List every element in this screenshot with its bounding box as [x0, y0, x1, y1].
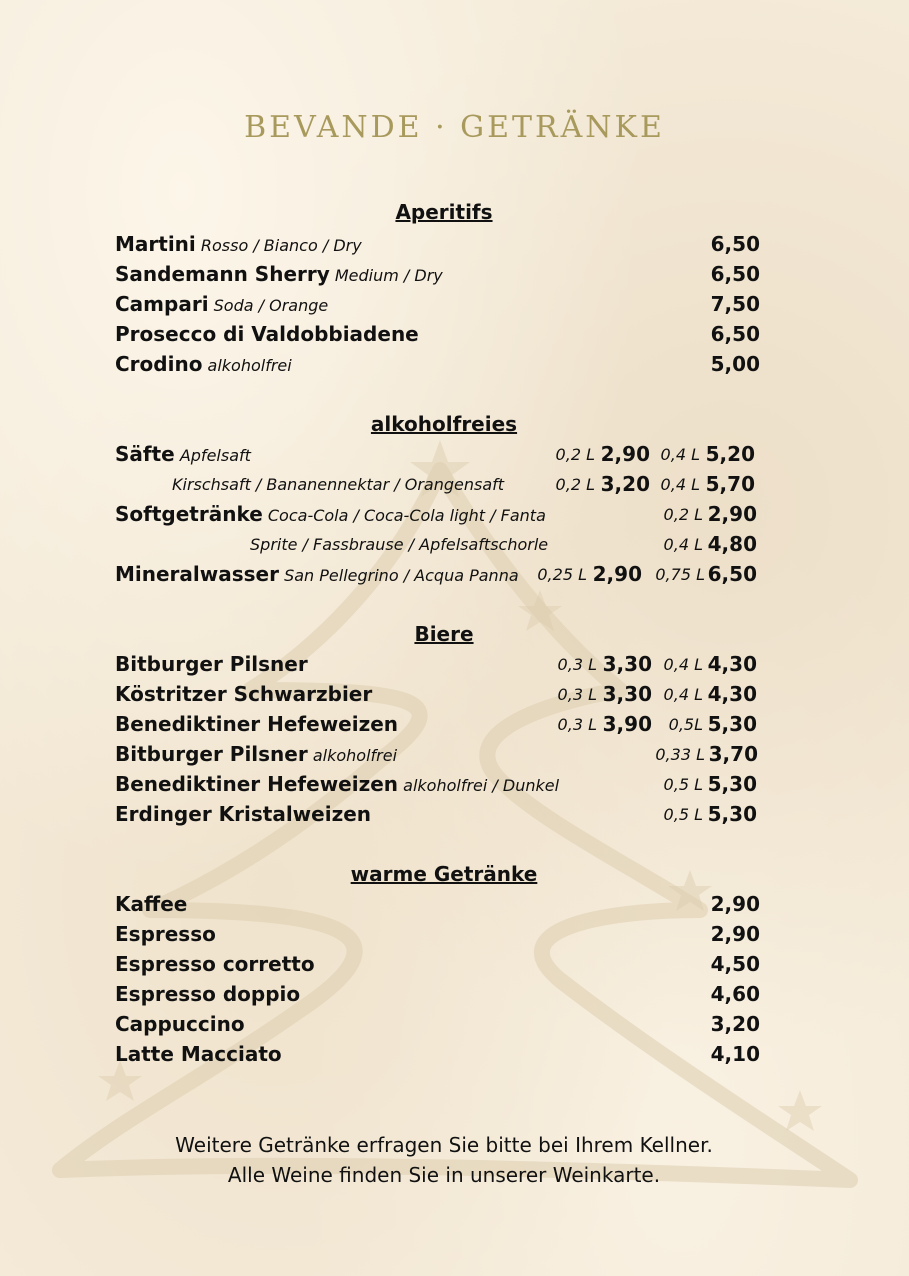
- item-name: Prosecco di Valdobbiadene: [115, 322, 419, 346]
- item-name: Mineralwasser: [115, 562, 279, 586]
- item-name: Benediktiner Hefeweizen: [115, 712, 399, 736]
- item-price: 2,90: [707, 502, 757, 526]
- menu-item: [115, 772, 760, 802]
- item-price: 5,30: [707, 802, 757, 826]
- item-price: 2,90: [600, 442, 650, 466]
- item-price: 3,70: [708, 742, 758, 766]
- item-size: 0,5L: [668, 715, 703, 734]
- menu-item: [115, 502, 760, 532]
- item-name: Martini: [115, 232, 196, 256]
- item-price: 2,90: [592, 562, 642, 586]
- item-size: 0,4 L: [663, 655, 703, 674]
- item-name: Bitburger Pilsner: [115, 742, 308, 766]
- menu-item: [115, 892, 760, 922]
- menu-item: [115, 982, 760, 1012]
- item-size: 0,2 L: [663, 505, 703, 524]
- menu-item: [115, 682, 760, 712]
- item-price: 4,80: [707, 532, 757, 556]
- item-desc: Medium / Dry: [334, 266, 443, 285]
- section-heading-aperitifs: Aperitifs: [395, 200, 493, 224]
- item-desc: Kirschsaft / Bananennektar / Orangensaft: [172, 475, 505, 494]
- item-size: 0,4 L: [663, 535, 703, 554]
- item-desc: Apfelsaft: [179, 446, 251, 465]
- menu-item: [115, 1042, 760, 1072]
- item-name: Softgetränke: [115, 502, 263, 526]
- item-desc: alkoholfrei / Dunkel: [403, 776, 560, 795]
- item-price: 5,00: [710, 352, 760, 376]
- item-name: Köstritzer Schwarzbier: [115, 682, 373, 706]
- item-desc: Sprite / Fassbrause / Apfelsaftschorle: [250, 535, 549, 554]
- item-desc: alkoholfrei: [207, 356, 292, 375]
- item-name: Latte Macciato: [115, 1042, 282, 1066]
- item-size: 0,4 L: [663, 685, 703, 704]
- item-desc: Rosso / Bianco / Dry: [200, 236, 362, 255]
- item-name: Kaffee: [115, 892, 188, 916]
- item-price: 3,90: [602, 712, 652, 736]
- item-price: 7,50: [710, 292, 760, 316]
- section-heading-biere: Biere: [414, 622, 474, 646]
- menu-item: [115, 952, 760, 982]
- item-name: Benediktiner Hefeweizen: [115, 772, 399, 796]
- item-price: 3,30: [602, 682, 652, 706]
- item-price: 6,50: [710, 322, 760, 346]
- item-size: 0,5 L: [663, 805, 703, 824]
- item-price: 5,30: [707, 712, 757, 736]
- menu-item: [115, 562, 760, 592]
- item-desc: Coca-Cola / Coca-Cola light / Fanta: [267, 506, 546, 525]
- menu-item: [115, 742, 760, 772]
- item-price: 5,30: [707, 772, 757, 796]
- item-price: 3,20: [710, 1012, 760, 1036]
- menu-item: [115, 472, 760, 502]
- item-price: 3,30: [602, 652, 652, 676]
- footer-note: [0, 1130, 888, 1190]
- item-price: 4,60: [710, 982, 760, 1006]
- item-name: Säfte: [115, 442, 175, 466]
- item-size: 0,3 L: [557, 655, 597, 674]
- item-price: 4,10: [710, 1042, 760, 1066]
- item-price: 6,50: [707, 562, 757, 586]
- item-size: 0,2 L: [555, 475, 595, 494]
- item-size: 0,2 L: [555, 445, 595, 464]
- menu-item: [115, 1012, 760, 1042]
- menu-item: [115, 922, 760, 952]
- item-name: Campari: [115, 292, 209, 316]
- item-name: Crodino: [115, 352, 203, 376]
- footer-line-1: Weitere Getränke erfragen Sie bitte bei Ihrem Kellner.: [175, 1133, 713, 1157]
- item-size: 0,33 L: [655, 745, 705, 764]
- item-price: 5,70: [705, 472, 755, 496]
- item-price: 4,50: [710, 952, 760, 976]
- menu-item: [115, 802, 760, 832]
- item-name: Sandemann Sherry: [115, 262, 330, 286]
- item-price: 4,30: [707, 682, 757, 706]
- item-price: 6,50: [710, 262, 760, 286]
- item-price: 2,90: [710, 922, 760, 946]
- section-heading-warm: warme Getränke: [350, 862, 538, 886]
- menu-item: [115, 352, 760, 382]
- item-price: 5,20: [705, 442, 755, 466]
- item-size: 0,75 L: [655, 565, 705, 584]
- item-size: 0,5 L: [663, 775, 703, 794]
- item-price: 4,30: [707, 652, 757, 676]
- menu-item: [115, 262, 760, 292]
- item-size: 0,4 L: [660, 445, 700, 464]
- item-size: 0,3 L: [557, 685, 597, 704]
- item-desc: San Pellegrino / Acqua Panna: [284, 566, 519, 585]
- item-name: Espresso: [115, 922, 216, 946]
- item-desc: alkoholfrei: [312, 746, 398, 765]
- menu-item: [115, 532, 760, 562]
- menu-item: [115, 652, 760, 682]
- item-price: 6,50: [710, 232, 760, 256]
- menu-item: [115, 292, 760, 322]
- menu-item: [115, 442, 760, 472]
- footer-line-2: Alle Weine finden Sie in unserer Weinkarte.: [227, 1163, 661, 1187]
- item-price: 3,20: [600, 472, 650, 496]
- item-size: 0,4 L: [660, 475, 700, 494]
- item-desc: Soda / Orange: [213, 296, 329, 315]
- menu-item: [115, 232, 760, 262]
- item-price: 2,90: [710, 892, 760, 916]
- item-size: 0,25 L: [537, 565, 587, 584]
- section-heading-alkoholfreies: alkoholfreies: [370, 412, 518, 436]
- item-size: 0,3 L: [557, 715, 597, 734]
- menu-item: [115, 322, 760, 352]
- menu-item: [115, 712, 760, 742]
- item-name: Espresso corretto: [115, 952, 315, 976]
- item-name: Cappuccino: [115, 1012, 245, 1036]
- item-name: Erdinger Kristalweizen: [115, 802, 372, 826]
- item-name: Bitburger Pilsner: [115, 652, 308, 676]
- page-title: BEVANDE · GETRÄNKE: [244, 110, 665, 145]
- item-name: Espresso doppio: [115, 982, 301, 1006]
